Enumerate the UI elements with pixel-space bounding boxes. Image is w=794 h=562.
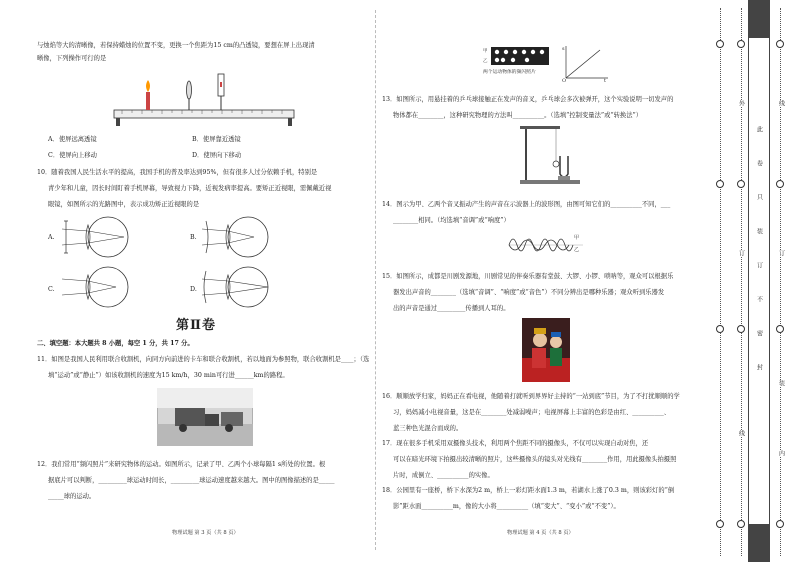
q16-line1: 16．顺顺放学归家，妈妈正在看电视，他随着打就听到界界好主持的“一站到底”节目，为了不打扰顺顺的学 bbox=[382, 393, 680, 400]
inner-label-5: 订 bbox=[755, 262, 763, 268]
q9-option-a: A．使屏远离透镜 bbox=[48, 136, 97, 143]
eye-diagram-b bbox=[202, 215, 274, 259]
svg-text:O: O bbox=[562, 78, 567, 82]
inner-label-7: 密 bbox=[755, 330, 763, 336]
q10-line2: 青少年和儿童，因长时间盯着手机屏幕，导致视力下降，近视发病率提高。要矫正近视眼，需佩戴近视 bbox=[48, 185, 332, 192]
eye-label-c: C. bbox=[48, 286, 55, 293]
strobe-caption: 两个运动物体的频闪照片 bbox=[483, 70, 536, 75]
inner-label-8: 封 bbox=[755, 364, 763, 370]
eye-diagram-a bbox=[62, 215, 134, 259]
q9-option-c: C．使屏向上移动 bbox=[48, 152, 97, 159]
binding-strip bbox=[748, 0, 770, 562]
svg-text:t: t bbox=[604, 78, 607, 82]
strip-label-1: 线 bbox=[777, 100, 785, 106]
binding-hole-7 bbox=[737, 325, 745, 333]
q13-line2: 物体都在________，这种研究物理的方法叫__________。（选填“控制变量法”或“转换法”） bbox=[393, 112, 643, 119]
strip-label-2: 订 bbox=[777, 250, 785, 256]
q9-option-b: B．使屏靠近透镜 bbox=[192, 136, 241, 143]
outer-label-2: 订 bbox=[737, 250, 745, 256]
binding-hole-1 bbox=[716, 40, 724, 48]
q14-line1: 14．图示为甲、乙两个音叉振动产生的声音在示波器上的波形图，由图可知它们的__________不同，___ bbox=[382, 201, 671, 208]
eye-diagram-d bbox=[202, 265, 274, 309]
svg-text:s: s bbox=[562, 46, 565, 52]
section-desc: 二、填空题：本大题共 8 小题，每空 1 分，共 17 分。 bbox=[37, 340, 194, 347]
inner-label-6: 不 bbox=[755, 296, 763, 302]
binding-hole-9 bbox=[776, 40, 784, 48]
tuning-fork-figure bbox=[518, 124, 584, 190]
q17-line1: 17．现在很多手机采用双摄像头技术，利用两个焦距不同的摄像头，不仅可以实现自动对焦，还 bbox=[382, 440, 649, 447]
q9-line1: 与烛焰等大的清晰像，若保持蜡烛的位置不变，更换一个焦距为15 cm的凸透镜，要想在屏上出现清 bbox=[37, 42, 315, 49]
binding-hole-4 bbox=[716, 520, 724, 528]
q15-line3: 出的声音是通过_________传播到人耳的。 bbox=[393, 305, 510, 312]
svg-text:乙: 乙 bbox=[483, 59, 488, 64]
eye-label-d: D. bbox=[190, 286, 197, 293]
q12-line2: 据底片可以判断，_________球运动时间长，_________球运动速度越来越大。图中的图像描述的是_____ bbox=[48, 477, 335, 484]
binding-hole-11 bbox=[776, 325, 784, 333]
inner-label-4: 装 bbox=[755, 228, 763, 234]
q12-line1: 12．我们常用“频闪照片”来研究物体的运动。如图所示，记录了甲、乙两个小球每隔1 s所处的位置。根 bbox=[37, 461, 326, 468]
q18-line2: 影”距水面__________m，像的大小将__________（填“变大”、“变小”或“不变”）。 bbox=[393, 503, 620, 510]
q16-line3: 蓝三种色光混合而成的。 bbox=[393, 425, 463, 432]
q17-line3: 片时，成倒立、__________的实像。 bbox=[393, 472, 494, 479]
optical-bench-figure bbox=[112, 72, 298, 128]
wave-label-a: 甲 bbox=[574, 235, 580, 241]
strip-label-3: 装 bbox=[777, 380, 785, 386]
strip-label-4: 内 bbox=[777, 450, 785, 456]
wave-label-b: 乙 bbox=[574, 247, 580, 253]
q18-line1: 18．公园里有一座桥，桥下水深为2 m，桥上一彩灯距水面1.3 m，若湖水上涨了0.3 m，则该彩灯的“倒 bbox=[382, 487, 675, 494]
inner-label-1: 此 bbox=[755, 126, 763, 132]
q11-line1: 11．如图是我国人民利用联合收割机，向同方向前进的卡车和联合收割机，若以地面为参照物，联合收割机是____；（选 bbox=[37, 356, 370, 363]
binding-dotline-inner bbox=[741, 8, 742, 556]
inner-label-3: 只 bbox=[755, 194, 763, 200]
svg-text:甲: 甲 bbox=[483, 49, 488, 54]
harvester-photo bbox=[157, 388, 253, 446]
q10-line1: 10．随着我国人民生活水平的提高，我国手机的普及率达到95%，但有很多人过分依赖手机，特别是 bbox=[37, 169, 318, 176]
eye-label-b: B. bbox=[190, 234, 197, 241]
footer-page-3: 物理试题 第 3 页（共 8 页） bbox=[172, 530, 239, 536]
q15-line1: 15．如图所示，成都是川剧发源地，川剧常见的伴奏乐器有堂鼓、大锣、小锣、唢呐等，观众可以根据乐 bbox=[382, 273, 674, 280]
sichuan-opera-photo bbox=[522, 318, 570, 382]
q9-line2: 晰像，下列操作可行的是 bbox=[37, 55, 107, 62]
section-title: 第Ⅱ卷 bbox=[176, 318, 216, 333]
binding-dotline-outer bbox=[720, 8, 721, 556]
binding-hole-12 bbox=[776, 520, 784, 528]
page-divider bbox=[375, 10, 376, 550]
q10-line3: 眼镜，如图所示的光路图中，表示成功矫正近视眼的是 bbox=[48, 201, 200, 208]
st-graph bbox=[560, 44, 610, 82]
binding-hole-10 bbox=[776, 180, 784, 188]
q11-line2: 填“运动”或“静止”）如该收割机的速度为15 km/h，30 min可行进______km的路程。 bbox=[48, 372, 289, 379]
binding-hole-5 bbox=[737, 40, 745, 48]
q14-line2: ________相同。（均选填“音调”或“响度”） bbox=[393, 217, 510, 224]
binding-dotline-right bbox=[780, 8, 781, 556]
footer-page-4: 物理试题 第 4 页（共 8 页） bbox=[507, 530, 574, 536]
q9-option-d: D．使屏向下移动 bbox=[192, 152, 242, 159]
q15-line2: 器发出声音的________（选填“音调”、“响度”或“音色”）不同分辨出是哪种乐器；观众听到乐器发 bbox=[393, 289, 665, 296]
inner-label-2: 卷 bbox=[755, 160, 763, 166]
outer-label-1: 外 bbox=[737, 100, 745, 106]
q17-line2: 可以在暗光环境下拍摄出较清晰的照片，这些摄像头的镜头对光线有________作用，用此摄像头拍摄照 bbox=[393, 456, 677, 463]
eye-diagram-c bbox=[62, 265, 134, 309]
q12-line3: _____球的运动。 bbox=[48, 493, 96, 500]
binding-hole-6 bbox=[737, 180, 745, 188]
eye-label-a: A. bbox=[48, 234, 55, 241]
binding-hole-2 bbox=[716, 180, 724, 188]
waveform-figure bbox=[507, 229, 585, 261]
binding-hole-8 bbox=[737, 520, 745, 528]
q16-line2: 习，妈妈减小电视音量，这是在________处减弱噪声；电视屏幕上丰富的色彩是由红、__________、 bbox=[393, 409, 671, 416]
outer-label-3: 线 bbox=[737, 430, 745, 436]
q13-line1: 13．如图所示，用悬挂着的乒乓球接触正在发声的音叉，乒乓球会多次被弹开，这个实验说明一切发声的 bbox=[382, 96, 674, 103]
binding-hole-3 bbox=[716, 325, 724, 333]
